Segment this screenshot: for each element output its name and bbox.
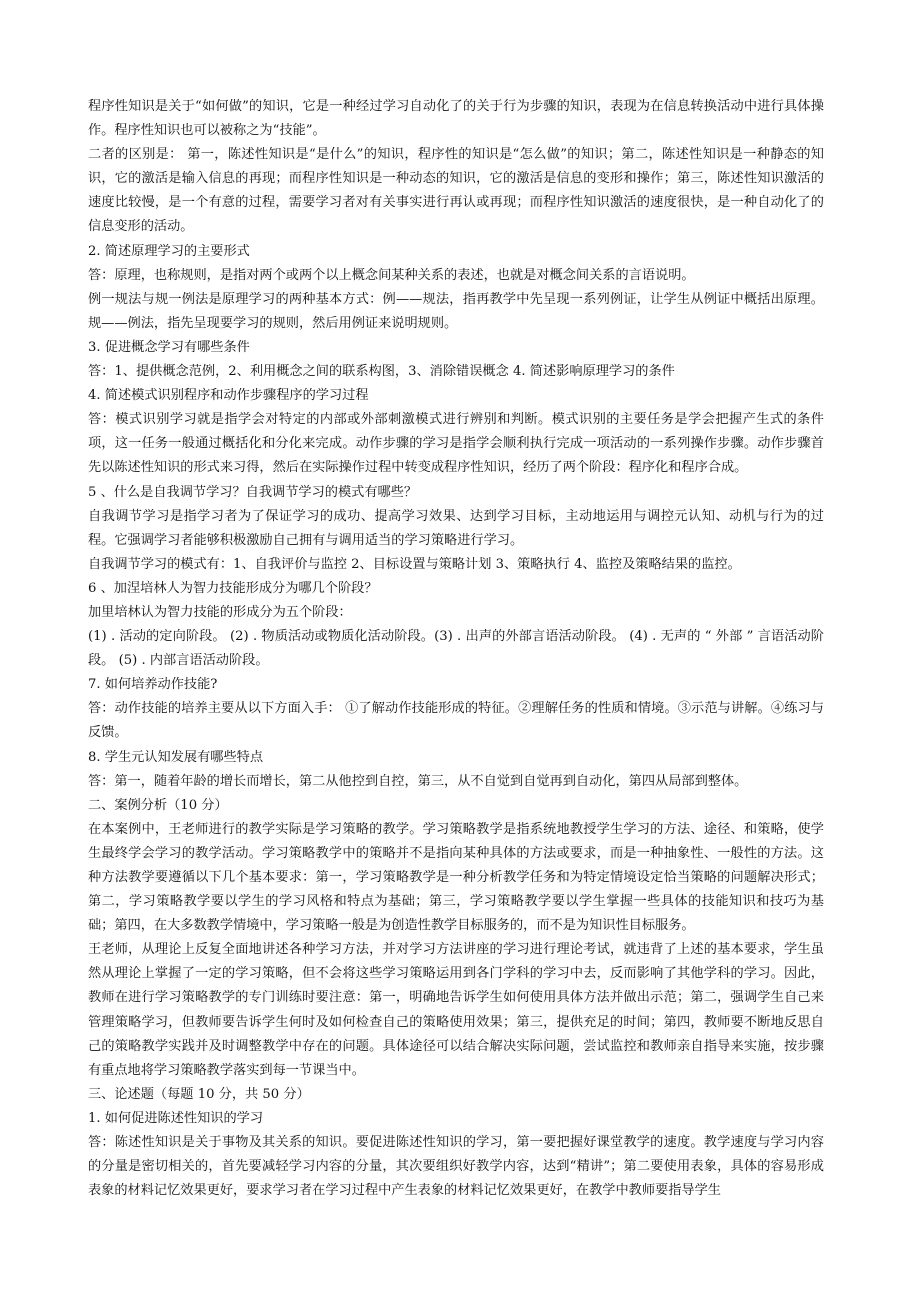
question-8-heading: 8. 学生元认知发展有哪些特点 (88, 749, 264, 765)
answer-4: 答：模式识别学习就是指学会对特定的内部或外部刺激模式进行辨别和判断。模式识别的主要任务是学会把握产生式的条件项，这一任务一般通过概括化和分化来完成。动作步骤的学习是指学会顺利执行完成一项活动的一系列操作步骤。动作步骤首先以陈述性知识的形式来习得，然后在实际操作过程中转变成程序性知识，经历了两个阶段：程序化和程序合成。 (88, 412, 824, 476)
essay-answer-1: 答：陈述性知识是关于事物及其关系的知识。要促进陈述性知识的学习，第一要把握好课堂教学的速度。教学速度与学习内容的分量是密切相关的，首先要减轻学习内容的分量，其次要组织好教学内容，达到“精讲”；第二要使用表象，具体的容易形成表象的材料记忆效果更好，要求学习者在学习过程中产生表象的材料记忆效果更好，在教学中教师要指导学生 (88, 1135, 824, 1199)
paragraph-differences: 二者的区别是： 第一，陈述性知识是“是什么”的知识，程序性的知识是“怎么做”的知识；第二，陈述性知识是一种静态的知识，它的激活是输入信息的再现；而程序性知识是一种动态的知识，它的激活是信息的变形和操作；第三，陈述性知识激活的速度比较慢，是一个有意的过程，需要学习者对有关事实进行再认或再现；而程序性知识激活的速度很快，是一种自动化了的信息变形的活动。 (88, 147, 824, 235)
answer-6-intro: 加里培林认为智力技能的形成分为五个阶段： (88, 604, 352, 620)
paragraph-procedural-knowledge: 程序性知识是关于“如何做”的知识，它是一种经过学习自动化了的关于行为步骤的知识，表现为在信息转换活动中进行具体操作。程序性知识也可以被称之为“技能”。 (88, 99, 824, 139)
answer-6-stages: (1) . 活动的定向阶段。 (2) . 物质活动或物质化活动阶段。(3) . 出声的外部言语活动阶段。 (4) . 无声的 “ 外部 ” 言语活动阶段。 (5) . 内部言语活动阶段。 (88, 629, 824, 669)
section-essay-heading: 三、论述题（每题 10 分，共 50 分） (88, 1086, 310, 1102)
case-analysis-paragraph-2: 王老师，从理论上反复全面地讲述各种学习方法，并对学习方法讲座的学习进行理论考试，就违背了上述的基本要求，学生虽然从理论上掌握了一定的学习策略，但不会将这些学习策略运用到各门学科的学习中去，反而影响了其他学科的学习。因此，教师在进行学习策略教学的专门训练时要注意：第一，明确地告诉学生如何使用具体方法并做出示范；第二，强调学生自己来管理策略学习，但教师要告诉学生何时及如何检查自己的策略使用效果；第三，提供充足的时间；第四，教师要不断地反思自己的策略教学实践并及时调整教学中存在的问题。具体途径可以结合解决实际问题，尝试监控和教师亲自指导来实施，按步骤有重点地将学习策略教学落实到每一节课当中。 (88, 942, 824, 1078)
section-case-analysis-heading: 二、案例分析（10 分） (88, 797, 228, 813)
question-5-heading: 5 、什么是自我调节学习？自我调节学习的模式有哪些？ (88, 484, 418, 500)
question-6-heading: 6 、加涅培林人为智力技能形成分为哪几个阶段？ (88, 580, 378, 596)
answer-8: 答：第一，随着年龄的增长而增长，第二从他控到自控，第三，从不自觉到自觉再到自动化，第四从局部到整体。 (88, 773, 748, 789)
answer-5-model: 自我调节学习的模式有：1、自我评价与监控 2、目标设置与策略计划 3、策略执行 4、监控及策略结果的监控。 (88, 556, 741, 572)
question-2-heading: 2. 简述原理学习的主要形式 (88, 243, 250, 259)
answer-2-principle: 答：原理，也称规则，是指对两个或两个以上概念间某种关系的表述，也就是对概念间关系的言语说明。 (88, 267, 695, 283)
answer-7: 答：动作技能的培养主要从以下方面入手： ①了解动作技能形成的特征。②理解任务的性质和情境。③示范与讲解。④练习与反馈。 (88, 701, 824, 741)
case-analysis-paragraph-1: 在本案例中，王老师进行的教学实际是学习策略的教学。学习策略教学是指系统地教授学生学习的方法、途径、和策略，使学生最终学会学习的教学活动。学习策略教学中的策略并不是指向某种具体的方法或要求，而是一种抽象性、一般性的方法。这种方法教学要遵循以下几个基本要求：第一，学习策略教学是一种分析教学任务和为特定情境设定恰当策略的问题解决形式；第二，学习策略教学要以学生的学习风格和特点为基础；第三，学习策略教学要以学生掌握一些具体的技能知识和技巧为基础；第四，在大多数教学情境中，学习策略一般是为创造性教学目标服务的，而不是为知识性目标服务。 (88, 821, 824, 934)
question-7-heading: 7. 如何培养动作技能? (88, 677, 218, 693)
answer-3: 答：1、提供概念范例，2、利用概念之间的联系构图，3、消除错误概念 4. 简述影响原理学习的条件 (88, 364, 675, 380)
essay-question-1-heading: 1. 如何促进陈述性知识的学习 (88, 1110, 264, 1126)
question-4-heading: 4. 简述模式识别程序和动作步骤程序的学习过程 (88, 388, 369, 404)
document-body (88, 95, 824, 1203)
question-3-heading: 3. 促进概念学习有哪些条件 (88, 339, 250, 355)
answer-5-definition: 自我调节学习是指学习者为了保证学习的成功、提高学习效果、达到学习目标，主动地运用与调控元认知、动机与行为的过程。它强调学习者能够积极激励自己拥有与调用适当的学习策略进行学习。 (88, 508, 824, 548)
answer-2-methods: 例一规法与规一例法是原理学习的两种基本方式：例——规法，指再教学中先呈现一系列例证，让学生从例证中概括出原理。规——例法，指先呈现要学习的规则，然后用例证来说明规则。 (88, 291, 824, 331)
